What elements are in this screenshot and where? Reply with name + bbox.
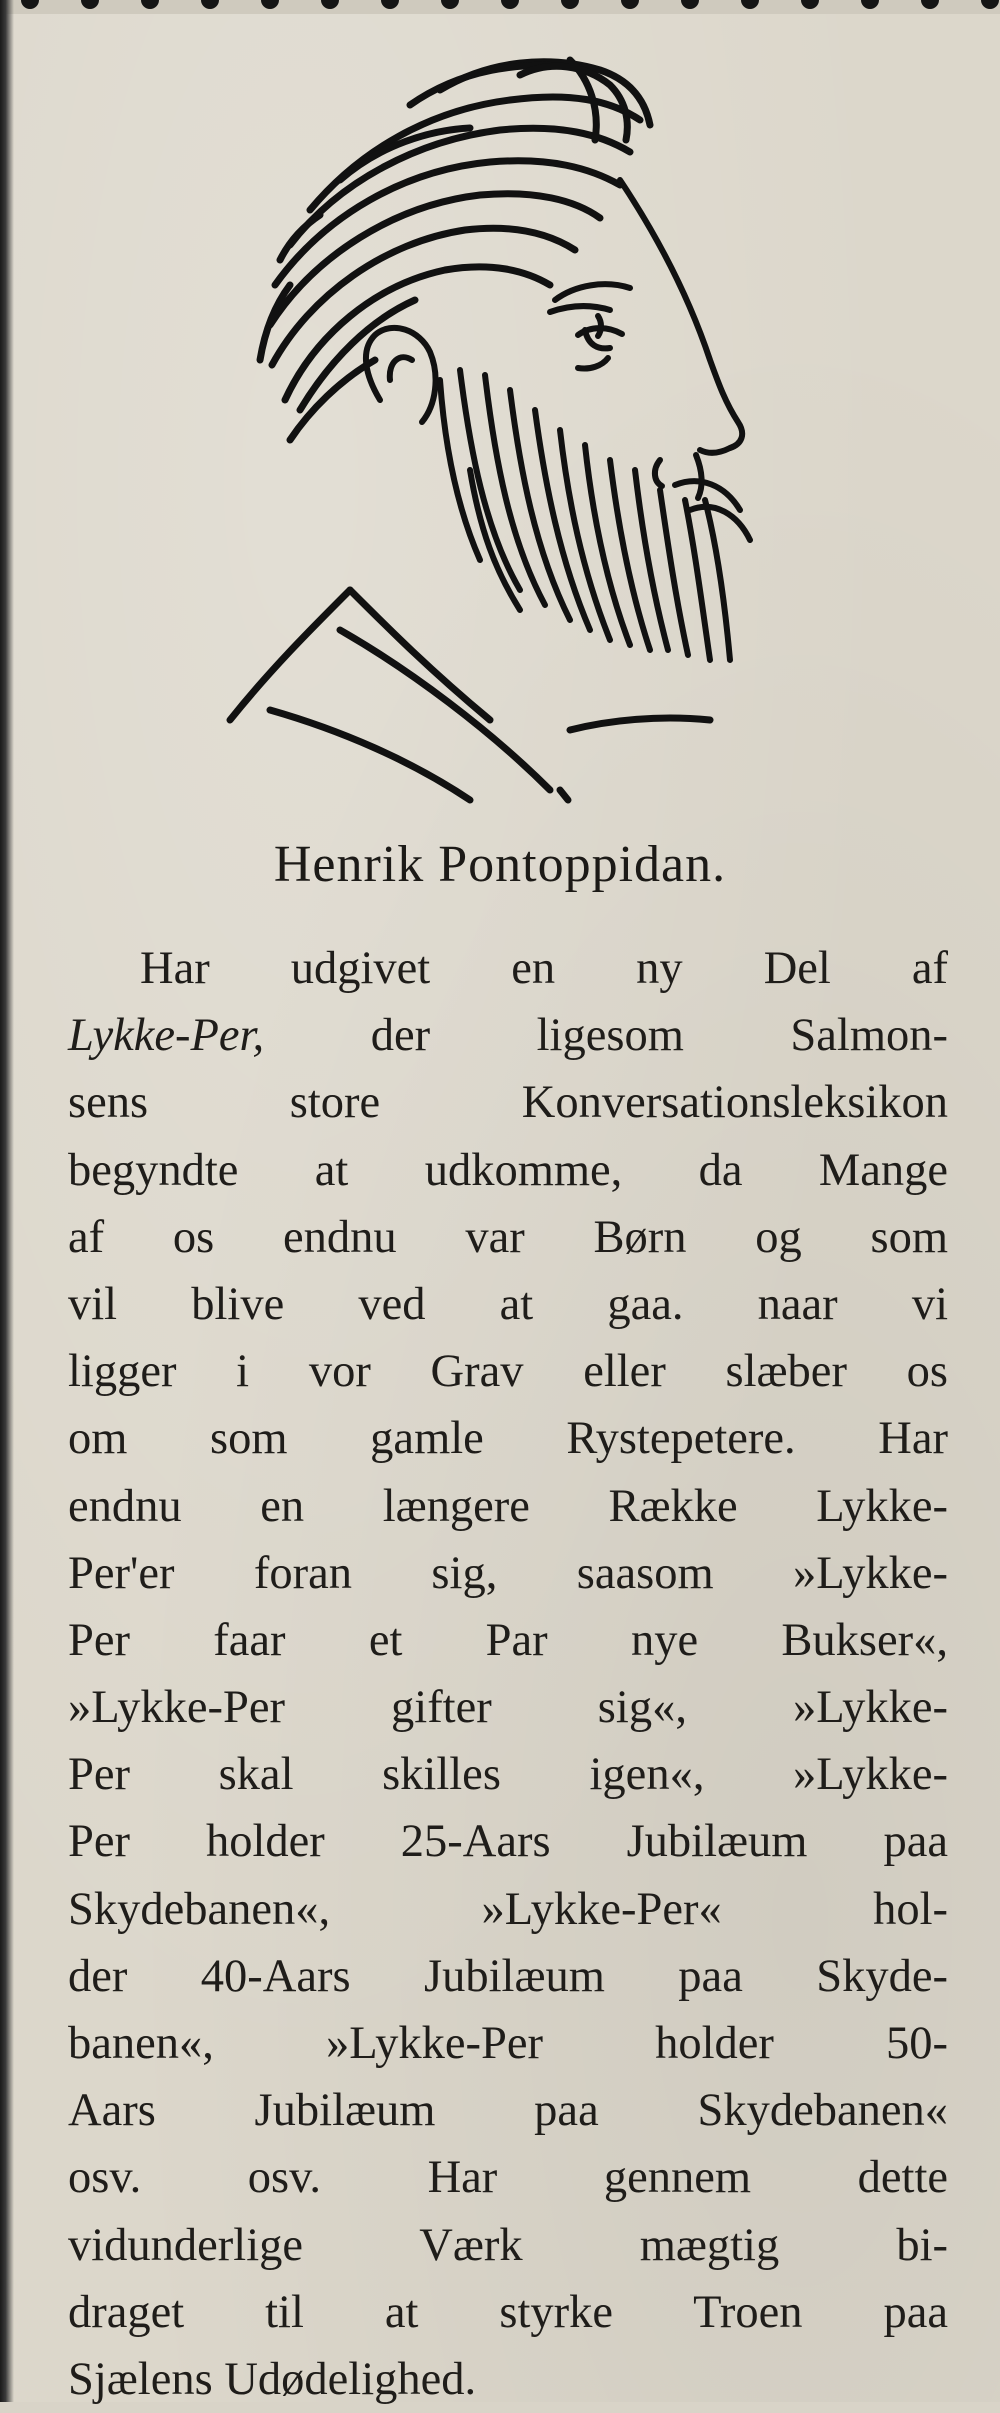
portrait-sketch-icon [190,30,810,820]
article-body [68,935,948,2413]
text-line [68,1405,948,1472]
text-line [68,1069,948,1136]
text-segment: »Lykke-Per gifter sig«, »Lykke- [68,1682,948,1734]
text-line [68,1137,948,1204]
text-segment: draget til at styrke Troen paa [68,2286,948,2338]
text-segment: der ligesom Salmon- [264,1010,948,1062]
text-segment: der 40-Aars Jubilæum paa Skyde- [68,1950,948,2002]
text-line [68,2010,948,2077]
text-line [68,2077,948,2144]
text-segment: banen«, »Lykke-Per holder 50- [68,2018,948,2069]
text-segment: Per skal skilles igen«, »Lykke- [68,1749,948,1801]
text-segment: ligger i vor Grav eller slæber os [68,1346,948,1398]
text-segment: Per faar et Par nye Bukser«, [68,1614,948,1666]
text-segment: sens store Konversationsleksikon [68,1077,948,1129]
text-segment: Per holder 25-Aars Jubilæum paa [68,1816,948,1868]
text-line [68,1002,948,1069]
text-line [68,1540,948,1607]
text-line [68,1674,948,1741]
text-segment: Sjælens Udødelighed. [68,2353,477,2405]
text-line [68,935,948,1002]
text-line [68,2346,948,2413]
text-segment: Per'er foran sig, saasom »Lykke- [68,1547,948,1599]
text-line [68,2212,948,2279]
portrait-caption: Henrik Pontoppidan. [273,836,727,893]
text-line [68,1204,948,1271]
text-segment: Skydebanen«, »Lykke-Per« hol- [68,1883,948,1935]
text-line [68,2144,948,2211]
text-segment: af os endnu var Børn og som [68,1211,948,1263]
text-segment: vidunderlige Værk mægtig bi- [68,2219,948,2271]
text-line [68,2279,948,2346]
text-segment: endnu en længere Række Lykke- [68,1480,948,1532]
text-line [68,1808,948,1875]
text-segment: osv. osv. Har gennem dette [68,2152,948,2204]
text-line [68,1876,948,1943]
italic-title: Lykke-Per, [68,1010,265,1062]
text-line [68,1338,948,1405]
text-segment: vil blive ved at gaa. naar vi [68,1278,948,1330]
text-line [68,1741,948,1808]
text-line [68,1943,948,2010]
text-line [68,1607,948,1674]
text-line [68,1473,948,1540]
text-segment: Har udgivet en ny Del af [140,943,948,994]
text-segment: begyndte at udkomme, da Mange [68,1144,948,1196]
shadow-edge [0,0,14,2402]
text-segment: Aars Jubilæum paa Skydebanen« [68,2085,948,2137]
text-line [68,1271,948,1338]
perforated-edge [0,0,1000,14]
text-segment: om som gamle Rystepetere. Har [68,1413,948,1465]
